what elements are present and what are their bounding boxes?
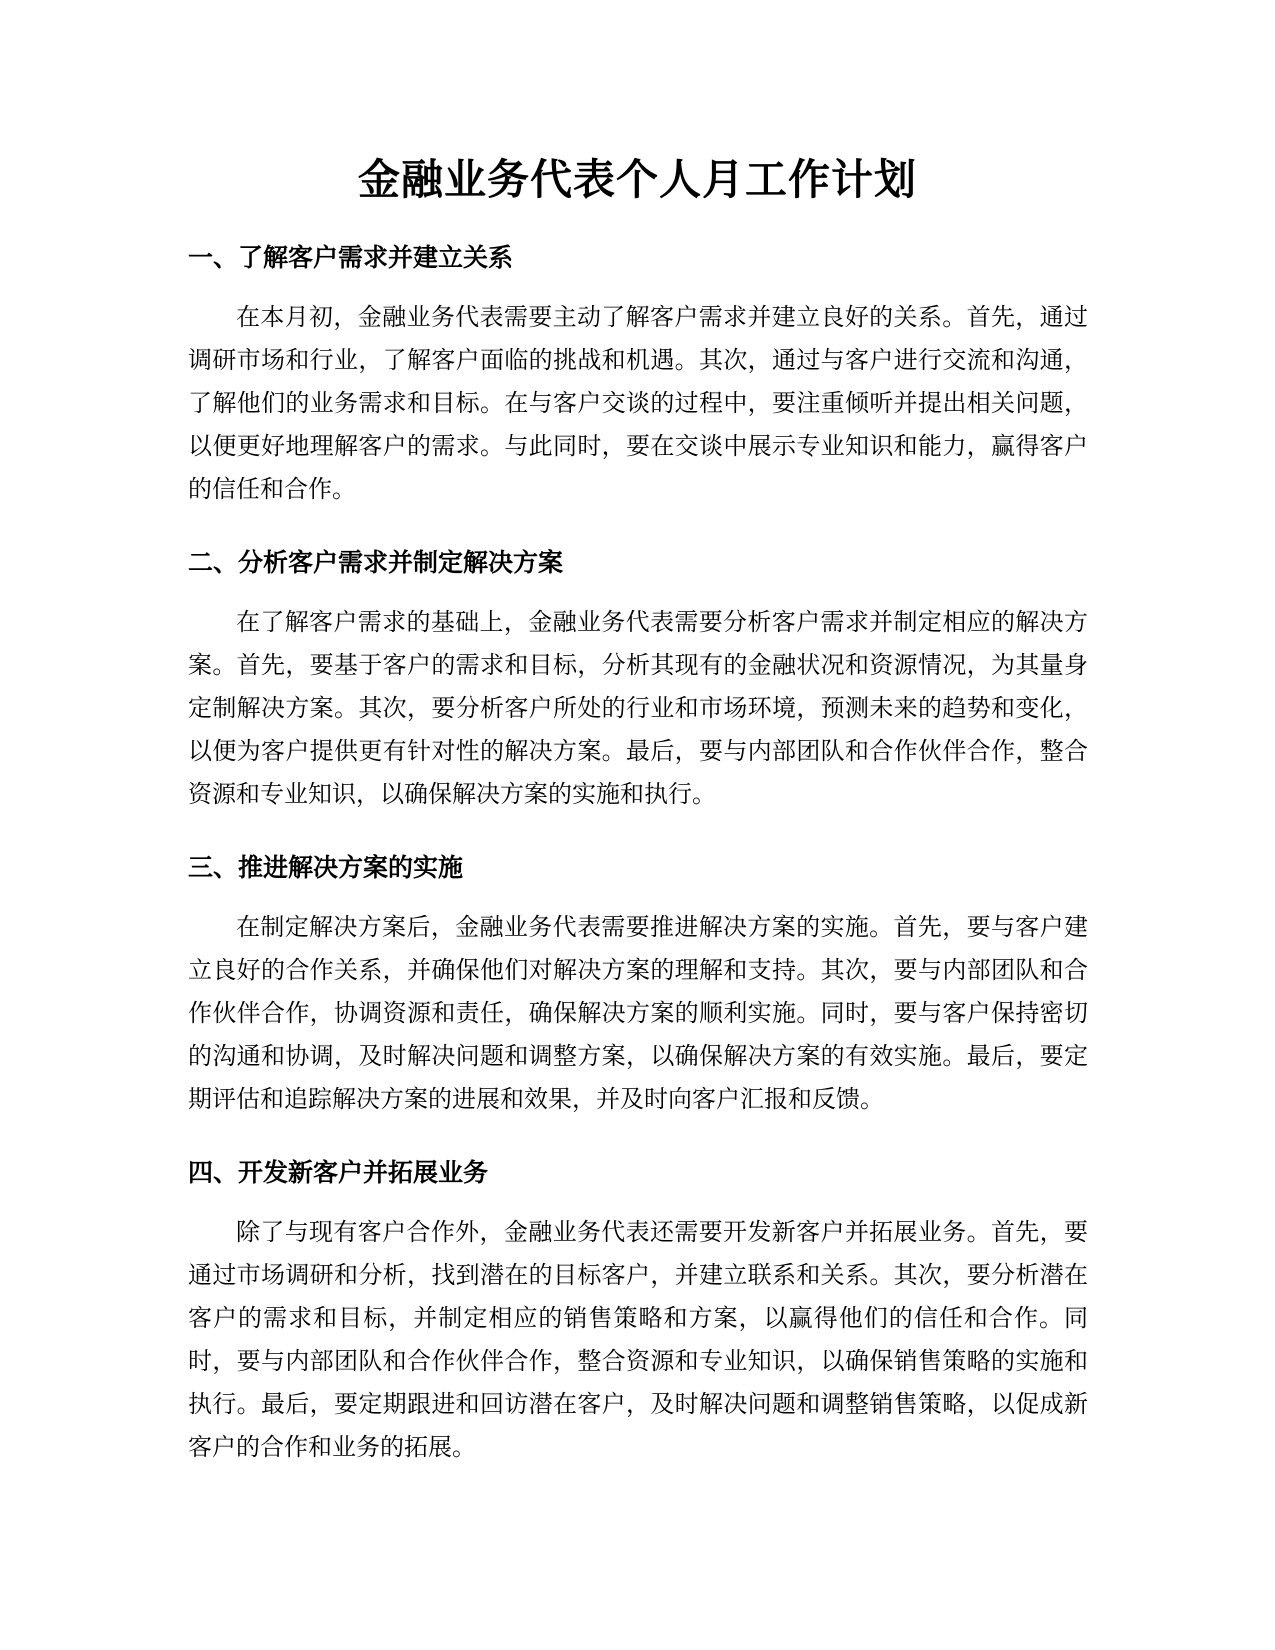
section-2 [188, 545, 1088, 816]
section-paragraph: 在本月初，金融业务代表需要主动了解客户需求并建立良好的关系。首先，通过调研市场和行业，了解客户面临的挑战和机遇。其次，通过与客户进行交流和沟通，了解他们的业务需求和目标。在与客户交谈的过程中，要注重倾听并提出相关问题，以便更好地理解客户的需求。与此同时，要在交谈中展示专业知识和能力，赢得客户的信任和合作。 [188, 303, 1088, 503]
section-4 [188, 1155, 1088, 1469]
section-heading: 二、分析客户需求并制定解决方案 [188, 548, 564, 577]
document-title: 金融业务代表个人月工作计划 [357, 155, 917, 204]
section-paragraph: 在制定解决方案后，金融业务代表需要推进解决方案的实施。首先，要与客户建立良好的合作关系，并确保他们对解决方案的理解和支持。其次，要与内部团队和合作伙伴合作，协调资源和责任，确保解决方案的顺利实施。同时，要与客户保持密切的沟通和协调，及时解决问题和调整方案，以确保解决方案的有效实施。最后，要定期评估和追踪解决方案的进展和效果，并及时向客户汇报和反馈。 [188, 913, 1088, 1113]
section-paragraph: 除了与现有客户合作外，金融业务代表还需要开发新客户并拓展业务。首先，要通过市场调研和分析，找到潜在的目标客户，并建立联系和关系。其次，要分析潜在客户的需求和目标，并制定相应的销售策略和方案，以赢得他们的信任和合作。同时，要与内部团队和合作伙伴合作，整合资源和专业知识，以确保销售策略的实施和执行。最后，要定期跟进和回访潜在客户，及时解决问题和调整销售策略，以促成新客户的合作和业务的拓展。 [188, 1218, 1088, 1461]
section-heading: 一、了解客户需求并建立关系 [188, 243, 514, 272]
section-1 [188, 240, 1088, 511]
section-paragraph: 在了解客户需求的基础上，金融业务代表需要分析客户需求并制定相应的解决方案。首先，要基于客户的需求和目标，分析其现有的金融状况和资源情况，为其量身定制解决方案。其次，要分析客户所处的行业和市场环境，预测未来的趋势和变化，以便为客户提供更有针对性的解决方案。最后，要与内部团队和合作伙伴合作，整合资源和专业知识，以确保解决方案的实施和执行。 [188, 608, 1088, 808]
section-3 [188, 850, 1088, 1121]
section-heading: 四、开发新客户并拓展业务 [188, 1158, 489, 1187]
section-heading: 三、推进解决方案的实施 [188, 853, 464, 882]
document-content [188, 240, 1088, 1503]
